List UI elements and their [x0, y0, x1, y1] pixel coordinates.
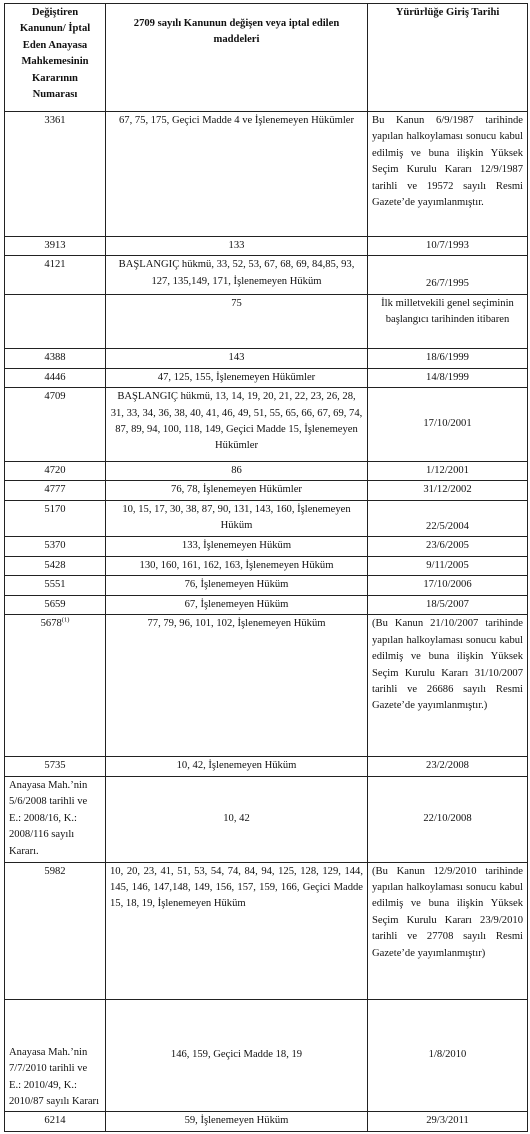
row-effective-date: 10/7/1993 — [368, 236, 528, 256]
row-articles: 10, 15, 17, 30, 38, 87, 90, 131, 143, 160, İşlenemeyen Hüküm — [106, 500, 368, 536]
row-effective-date: 29/3/2011 — [368, 1112, 528, 1132]
table-row — [5, 256, 528, 294]
row-effective-date: 26/7/1995 — [368, 256, 528, 294]
row-articles: 133 — [106, 236, 368, 256]
table-row — [5, 615, 528, 757]
table-row — [5, 595, 528, 615]
row-articles: 77, 79, 96, 101, 102, İşlenemeyen Hüküm — [106, 615, 368, 757]
row-effective-date: 22/5/2004 — [368, 500, 528, 536]
footnote-marker: (1) — [61, 616, 70, 624]
row-law-number: 5170 — [5, 500, 106, 536]
table-row — [5, 349, 528, 369]
row-effective-date: 1/8/2010 — [368, 999, 528, 1112]
row-effective-date: (Bu Kanun 21/10/2007 tarihinde yapılan halkoylaması sonucu kabul edilmiş ve buna ilişkin Yüksek Seçim Kurulu Kararı 31/10/2007 tarihli ve 26686 sayılı Resmi Gazete’de yayımlanmıştır.) — [368, 615, 528, 757]
row-articles: 75 — [106, 294, 368, 348]
table-row — [5, 556, 528, 576]
row-articles: 59, İşlenemeyen Hüküm — [106, 1112, 368, 1132]
row-effective-date: 31/12/2002 — [368, 481, 528, 501]
row-effective-date: (Bu Kanun 12/9/2010 tarihinde yapılan halkoylaması sonucu kabul edilmiş ve buna ilişkin Yüksek Seçim Kurulu Kararı 23/9/2010 tarihli ve 27708 sayılı Resmi Gazete’de yayımlanmıştır) — [368, 862, 528, 999]
row-law-number: 3361 — [5, 112, 106, 237]
row-law-number: 5659 — [5, 595, 106, 615]
amendments-table — [4, 3, 528, 1132]
row-articles: BAŞLANGIÇ hükmü, 33, 52, 53, 67, 68, 69, 84,85, 93, 127, 135,149, 171, İşlenemeyen Hüküm — [106, 256, 368, 294]
row-articles: 130, 160, 161, 162, 163, İşlenemeyen Hüküm — [106, 556, 368, 576]
row-articles: 10, 20, 23, 41, 51, 53, 54, 74, 84, 94, 125, 128, 129, 144, 145, 146, 147,148, 149, 156, 157, 159, 166, Geçici Madde 15, 18, 19, İşlenemeyen Hüküm — [106, 862, 368, 999]
row-articles: BAŞLANGIÇ hükmü, 13, 14, 19, 20, 21, 22, 23, 26, 28, 31, 33, 34, 36, 38, 40, 41, 46, 49, 51, 55, 65, 66, 67, 69, 74, 87, 89, 94, 100, 118, 149, Geçici Madde 15, İşlenemeyen Hükümler — [106, 388, 368, 462]
row-law-number: 5735 — [5, 757, 106, 777]
row-effective-date: 18/6/1999 — [368, 349, 528, 369]
table-row — [5, 294, 528, 348]
row-law-number: 5428 — [5, 556, 106, 576]
row-articles: 67, İşlenemeyen Hüküm — [106, 595, 368, 615]
row-law-number: Anayasa Mah.’nin 5/6/2008 tarihli ve E.: 2008/16, K.: 2008/116 sayılı Kararı. — [5, 776, 106, 862]
table-row — [5, 388, 528, 462]
row-effective-date: 18/5/2007 — [368, 595, 528, 615]
row-articles: 146, 159, Geçici Madde 18, 19 — [106, 999, 368, 1112]
row-effective-date: 17/10/2001 — [368, 388, 528, 462]
table-row — [5, 112, 528, 237]
row-articles: 47, 125, 155, İşlenemeyen Hükümler — [106, 368, 368, 388]
table-header-row — [5, 4, 528, 112]
table-row — [5, 1112, 528, 1132]
table-row — [5, 862, 528, 999]
row-articles: 133, İşlenemeyen Hüküm — [106, 537, 368, 557]
table-row — [5, 500, 528, 536]
table-row — [5, 999, 528, 1112]
row-effective-date: Bu Kanun 6/9/1987 tarihinde yapılan halkoylaması sonucu kabul edilmiş ve buna ilişkin Yüksek Seçim Kurulu Kararı 12/9/1987 tarihli ve 19572 sayılı Resmi Gazete’de yayımlanmıştır. — [368, 112, 528, 237]
row-law-number: 5370 — [5, 537, 106, 557]
row-law-number — [5, 615, 106, 757]
row-law-number: 5982 — [5, 862, 106, 999]
table-row — [5, 537, 528, 557]
table-row — [5, 776, 528, 862]
row-effective-date: İlk milletvekili genel seçiminin başlangıcı tarihinden itibaren — [368, 294, 528, 348]
row-effective-date: 9/11/2005 — [368, 556, 528, 576]
row-law-number: 5551 — [5, 576, 106, 596]
row-effective-date: 23/6/2005 — [368, 537, 528, 557]
row-effective-date: 1/12/2001 — [368, 461, 528, 481]
row-articles: 10, 42, İşlenemeyen Hüküm — [106, 757, 368, 777]
row-law-number: 4777 — [5, 481, 106, 501]
table-row — [5, 481, 528, 501]
row-effective-date: 17/10/2006 — [368, 576, 528, 596]
table-row — [5, 461, 528, 481]
row-effective-date: 23/2/2008 — [368, 757, 528, 777]
table-row — [5, 236, 528, 256]
row-effective-date: 22/10/2008 — [368, 776, 528, 862]
row-articles: 10, 42 — [106, 776, 368, 862]
row-law-number: 4121 — [5, 256, 106, 294]
row-articles: 76, İşlenemeyen Hüküm — [106, 576, 368, 596]
header-law-number: Değiştiren Kanunun/ İptal Eden Anayasa Mahkemesinin Kararının Numarası — [5, 4, 106, 112]
table-row — [5, 368, 528, 388]
header-articles: 2709 sayılı Kanunun değişen veya iptal edilen maddeleri — [106, 4, 368, 112]
row-law-number — [5, 294, 106, 348]
header-effective-date: Yürürlüğe Giriş Tarihi — [368, 4, 528, 112]
row-law-number: 4709 — [5, 388, 106, 462]
row-law-number: 6214 — [5, 1112, 106, 1132]
row-law-number-text: 5678 — [40, 618, 62, 630]
table-row — [5, 576, 528, 596]
row-law-number: 4388 — [5, 349, 106, 369]
table-row — [5, 757, 528, 777]
row-law-number: 4446 — [5, 368, 106, 388]
row-effective-date: 14/8/1999 — [368, 368, 528, 388]
row-law-number: 4720 — [5, 461, 106, 481]
row-articles: 76, 78, İşlenemeyen Hükümler — [106, 481, 368, 501]
row-articles: 67, 75, 175, Geçici Madde 4 ve İşlenemeyen Hükümler — [106, 112, 368, 237]
row-law-number: Anayasa Mah.’nin 7/7/2010 tarihli ve E.: 2010/49, K.: 2010/87 sayılı Kararı — [5, 999, 106, 1112]
row-articles: 143 — [106, 349, 368, 369]
row-law-number: 3913 — [5, 236, 106, 256]
row-articles: 86 — [106, 461, 368, 481]
